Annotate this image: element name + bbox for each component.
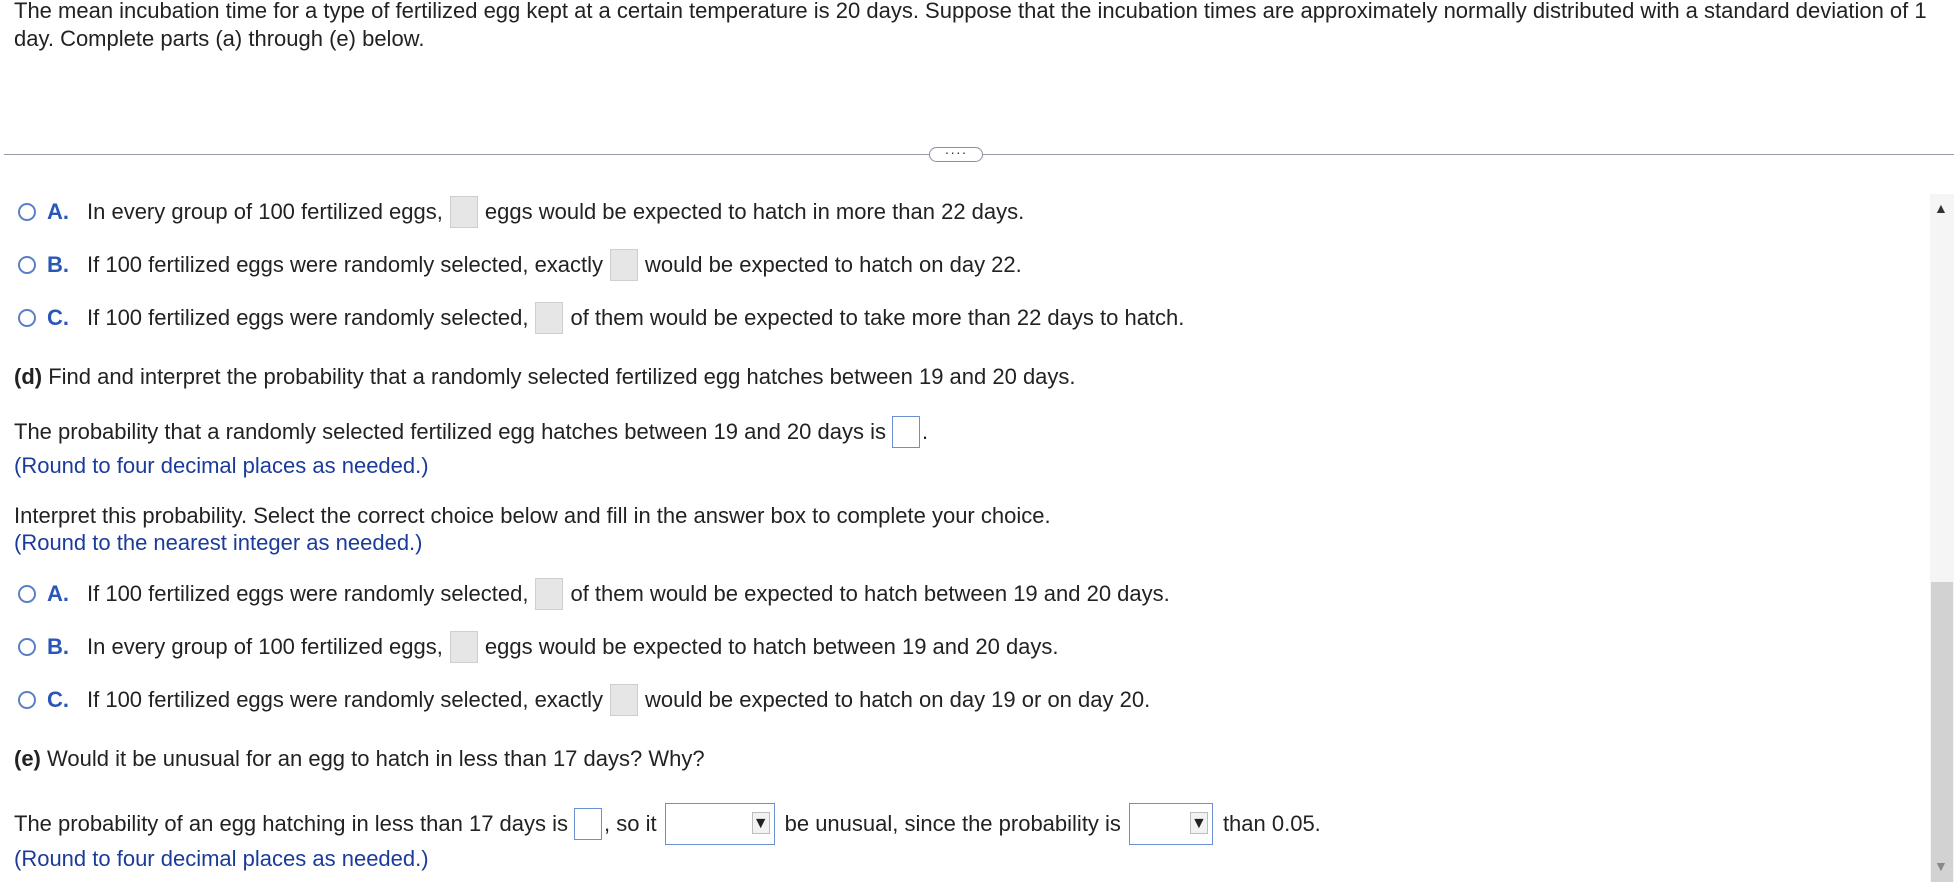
part-e-question-text: Would it be unusual for an egg to hatch in less than 17 days? Why? (47, 746, 705, 771)
option-text-before: If 100 fertilized eggs were randomly selected, (87, 581, 529, 606)
chevron-down-icon: ▼ (752, 812, 770, 834)
answer-input-box[interactable] (450, 631, 478, 663)
part-d-prob-text: The probability that a randomly selected fertilized egg hatches between 19 and 20 days is (14, 419, 886, 444)
problem-intro: The mean incubation time for a type of fertilized egg kept at a certain temperature is 20 days. Suppose that the incubation times are approximately normally distributed with a standard deviation of 1 day. Complete parts (a) through (e) below. (14, 0, 1927, 51)
option-d-a[interactable] (18, 578, 1170, 610)
scrollbar-thumb[interactable] (1931, 582, 1953, 882)
round-hint: (Round to four decimal places as needed.) (14, 453, 429, 478)
comparison-dropdown[interactable] (1129, 803, 1213, 845)
option-text-after: eggs would be expected to hatch between 19 and 20 days. (484, 634, 1059, 659)
option-text-before: If 100 fertilized eggs were randomly selected, exactly (87, 252, 604, 277)
would-dropdown[interactable] (665, 803, 775, 845)
round-hint: (Round to the nearest integer as needed.) (14, 530, 423, 555)
option-text-after: would be expected to hatch on day 19 or on day 20. (645, 687, 1151, 712)
radio-button[interactable] (18, 691, 36, 709)
part-e-label: (e) (14, 746, 41, 771)
option-letter: B. (47, 634, 69, 659)
part-d-probability-line (14, 416, 928, 448)
answer-input-box[interactable] (535, 302, 563, 334)
answer-input-box[interactable] (535, 578, 563, 610)
probability-input[interactable] (892, 416, 920, 448)
answer-input-box[interactable] (450, 196, 478, 228)
part-e-text2: , so it (604, 811, 657, 836)
option-c-b[interactable] (18, 249, 1022, 281)
part-e-answer-line (14, 803, 1321, 845)
option-text-after: eggs would be expected to hatch in more than 22 days. (484, 199, 1025, 224)
option-letter: C. (47, 687, 69, 712)
option-text-before: If 100 fertilized eggs were randomly selected, (87, 305, 529, 330)
option-text-before: If 100 fertilized eggs were randomly selected, exactly (87, 687, 604, 712)
radio-button[interactable] (18, 309, 36, 327)
radio-button[interactable] (18, 256, 36, 274)
probability-input[interactable] (574, 808, 602, 840)
scroll-up-icon[interactable]: ▲ (1934, 200, 1948, 216)
round-hint: (Round to four decimal places as needed.) (14, 846, 429, 871)
option-letter: A. (47, 581, 69, 606)
part-e-text4: than 0.05. (1222, 811, 1321, 836)
part-e-text3: be unusual, since the probability is (784, 811, 1121, 836)
chevron-down-icon: ▼ (1190, 812, 1208, 834)
option-text-after: of them would be expected to hatch between 19 and 20 days. (570, 581, 1170, 606)
part-d-question (14, 364, 1076, 390)
option-d-c[interactable] (18, 684, 1150, 716)
radio-button[interactable] (18, 638, 36, 656)
radio-button[interactable] (18, 203, 36, 221)
interpret-instruction: Interpret this probability. Select the correct choice below and fill in the answer box to complete your choice. (14, 503, 1051, 528)
option-letter: C. (47, 305, 69, 330)
part-d-question-text: Find and interpret the probability that a randomly selected fertilized egg hatches between 19 and 20 days. (48, 364, 1076, 389)
expand-more-button[interactable]: ···· (929, 147, 983, 162)
option-text-before: In every group of 100 fertilized eggs, (87, 199, 443, 224)
part-d-prob-suffix: . (921, 419, 929, 444)
part-e-question (14, 746, 705, 772)
answer-input-box[interactable] (610, 684, 638, 716)
option-c-a[interactable] (18, 196, 1024, 228)
option-d-b[interactable] (18, 631, 1059, 663)
part-e-text1: The probability of an egg hatching in less than 17 days is (14, 811, 569, 836)
answer-input-box[interactable] (610, 249, 638, 281)
option-letter: B. (47, 252, 69, 277)
part-d-label: (d) (14, 364, 43, 389)
radio-button[interactable] (18, 585, 36, 603)
scroll-down-icon[interactable]: ▼ (1934, 858, 1948, 874)
option-text-before: In every group of 100 fertilized eggs, (87, 634, 443, 659)
option-letter: A. (47, 199, 69, 224)
option-text-after: of them would be expected to take more than 22 days to hatch. (570, 305, 1185, 330)
option-text-after: would be expected to hatch on day 22. (645, 252, 1022, 277)
option-c-c[interactable] (18, 302, 1184, 334)
